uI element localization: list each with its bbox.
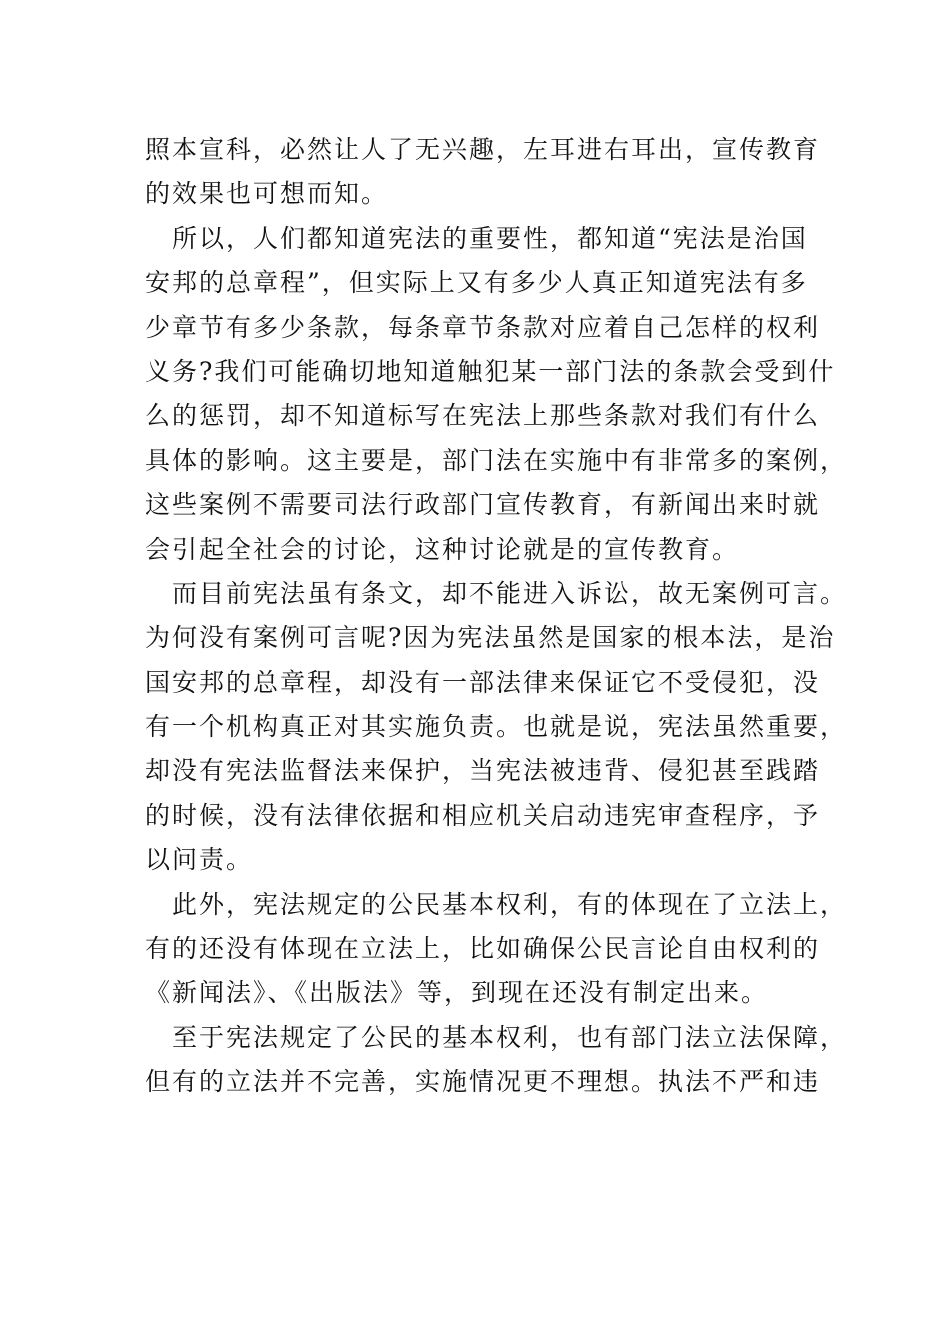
text-line: 却没有宪法监督法来保护，当宪法被违背、侵犯甚至践踏	[145, 756, 821, 786]
text-line: 国安邦的总章程，却没有一部法律来保证它不受侵犯，没	[145, 667, 821, 697]
text-line: 安邦的总章程”，但实际上又有多少人真正知道宪法有多	[145, 268, 808, 298]
text-line: 为何没有案例可言呢?因为宪法虽然是国家的根本法，是治	[145, 623, 836, 653]
text-line: 义务?我们可能确切地知道触犯某一部门法的条款会受到什	[145, 356, 836, 386]
text-line: 此外，宪法规定的公民基本权利，有的体现在了立法上，	[145, 889, 848, 919]
text-line: 的时候，没有法律依据和相应机关启动违宪审查程序，予	[145, 800, 821, 830]
text-line: 《新闻法》、《出版法》等，到现在还没有制定出来。	[145, 978, 769, 1008]
text-line: 么的惩罚，却不知道标写在宪法上那些条款对我们有什么	[145, 401, 821, 431]
text-line: 照本宣科，必然让人了无兴趣，左耳进右耳出，宣传教育	[145, 135, 821, 164]
text-line: 有的还没有体现在立法上，比如确保公民言论自由权利的	[145, 934, 821, 964]
text-line: 而目前宪法虽有条文，却不能进入诉讼，故无案例可言。	[145, 578, 848, 608]
text-line: 有一个机构真正对其实施负责。也就是说，宪法虽然重要，	[145, 712, 848, 742]
text-line: 的效果也可想而知。	[145, 179, 389, 209]
text-line: 以问责。	[145, 845, 254, 875]
text-line: 所以，人们都知道宪法的重要性，都知道“宪法是治国	[145, 223, 808, 253]
text-line: 但有的立法并不完善，实施情况更不理想。执法不严和违	[145, 1067, 821, 1097]
text-line: 少章节有多少条款，每条章节条款对应着自己怎样的权利	[145, 312, 821, 342]
text-line: 具体的影响。这主要是，部门法在实施中有非常多的案例，	[145, 445, 848, 475]
text-line: 至于宪法规定了公民的基本权利，也有部门法立法保障，	[145, 1022, 848, 1052]
text-line: 会引起全社会的讨论，这种讨论就是的宣传教育。	[145, 534, 740, 564]
text-line: 这些案例不需要司法行政部门宣传教育，有新闻出来时就	[145, 490, 821, 520]
document-body	[145, 128, 848, 1105]
